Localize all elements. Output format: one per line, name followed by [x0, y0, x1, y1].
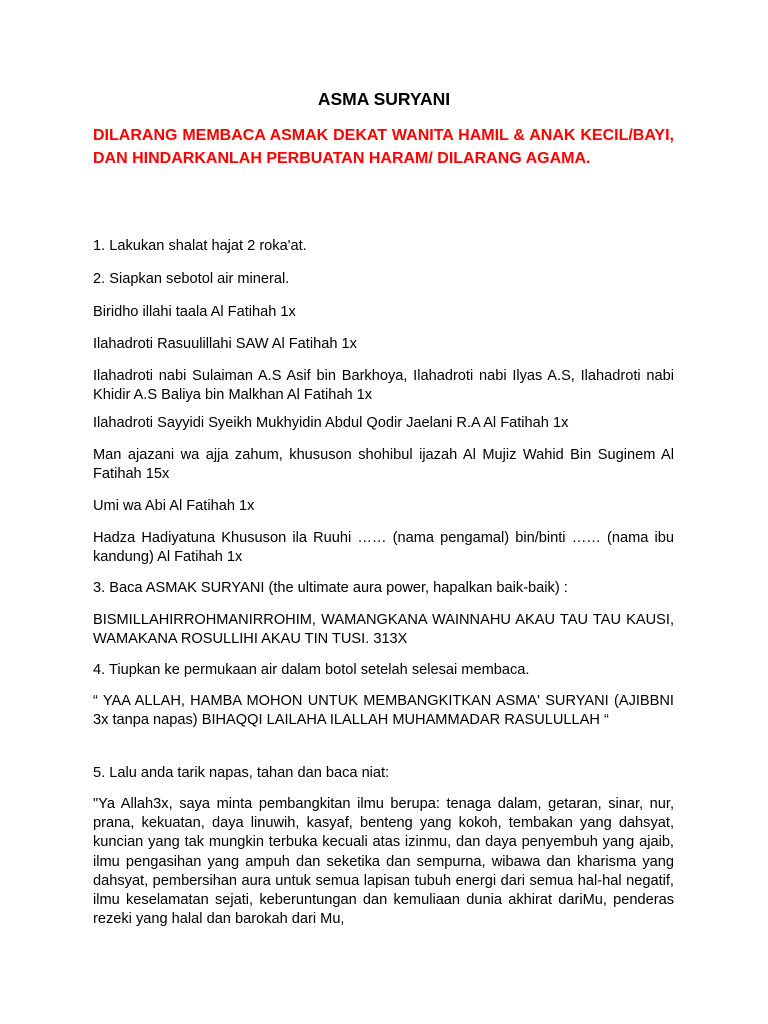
paragraph: Umi wa Abi Al Fatihah 1x [93, 498, 255, 514]
paragraph: Ilahadroti Sayyidi Syeikh Mukhyidin Abdul Qodir Jaelani R.A Al Fatihah 1x [93, 415, 569, 431]
paragraph: Ilahadroti Rasuulillahi SAW Al Fatihah 1x [93, 336, 357, 352]
paragraph: Biridho illahi taala Al Fatihah 1x [93, 304, 296, 320]
paragraph-step-5: 5. Lalu anda tarik napas, tahan dan baca niat: [93, 765, 390, 781]
document-title: ASMA SURYANI [317, 89, 451, 109]
paragraph-step-2: 2. Siapkan sebotol air mineral. [93, 271, 290, 287]
paragraph-intention: "Ya Allah3x, saya minta pembangkitan ilmu berupa: tenaga dalam, getaran, sinar, nur, prana, kekuatan, daya linuwih, kasyaf, benteng yang kokoh, tembakan yang dahsyat, kuncian yang tak mungkin terbuka kecuali atas izinmu, dan daya penyembuh yang ajaib, ilmu pengasihan yang ampuh dan seketika dan sempurna, wibawa dan kharisma yang dahsyat, pembersihan aura untuk semua lapisan tubuh energi dari semua hal-hal negatif, ilmu keselamatan sejati, keberuntungan dan kemuliaan dunia akhirat dariMu, penderas rezeki yang halal dan barokah dari Mu, [93, 796, 674, 928]
paragraph: Ilahadroti nabi Sulaiman A.S Asif bin Barkhoya, Ilahadroti nabi Ilyas A.S, Ilahadroti nabi Khidir A.S Baliya bin Malkhan Al Fatihah 1x [93, 368, 674, 404]
warning-text: DILARANG MEMBACA ASMAK DEKAT WANITA HAMIL & ANAK KECIL/BAYI, DAN HINDARKANLAH PERBUATAN HARAM/ DILARANG AGAMA. [93, 127, 674, 167]
paragraph-mantra: BISMILLAHIRROHMANIRROHIM, WAMANGKANA WAINNAHU AKAU TAU TAU KAUSI, WAMAKANA ROSULLIHI AKAU TIN TUSI. 313X [93, 612, 674, 648]
paragraph-step-1: 1. Lakukan shalat hajat 2 roka'at. [93, 238, 307, 254]
paragraph: Hadza Hadiyatuna Khususon ila Ruuhi …… (nama pengamal) bin/binti …… (nama ibu kandung) Al Fatihah 1x [93, 530, 674, 566]
paragraph-prayer: “ YAA ALLAH, HAMBA MOHON UNTUK MEMBANGKITKAN ASMA' SURYANI (AJIBBNI 3x tanpa napas) BIHAQQI LAILAHA ILALLAH MUHAMMADAR RASULULLAH “ [93, 693, 674, 729]
paragraph-step-4: 4. Tiupkan ke permukaan air dalam botol setelah selesai membaca. [93, 662, 530, 678]
paragraph-step-3: 3. Baca ASMAK SURYANI (the ultimate aura power, hapalkan baik-baik) : [93, 580, 568, 596]
paragraph: Man ajazani wa ajja zahum, khususon shohibul ijazah Al Mujiz Wahid Bin Suginem Al Fatihah 15x [93, 447, 674, 483]
